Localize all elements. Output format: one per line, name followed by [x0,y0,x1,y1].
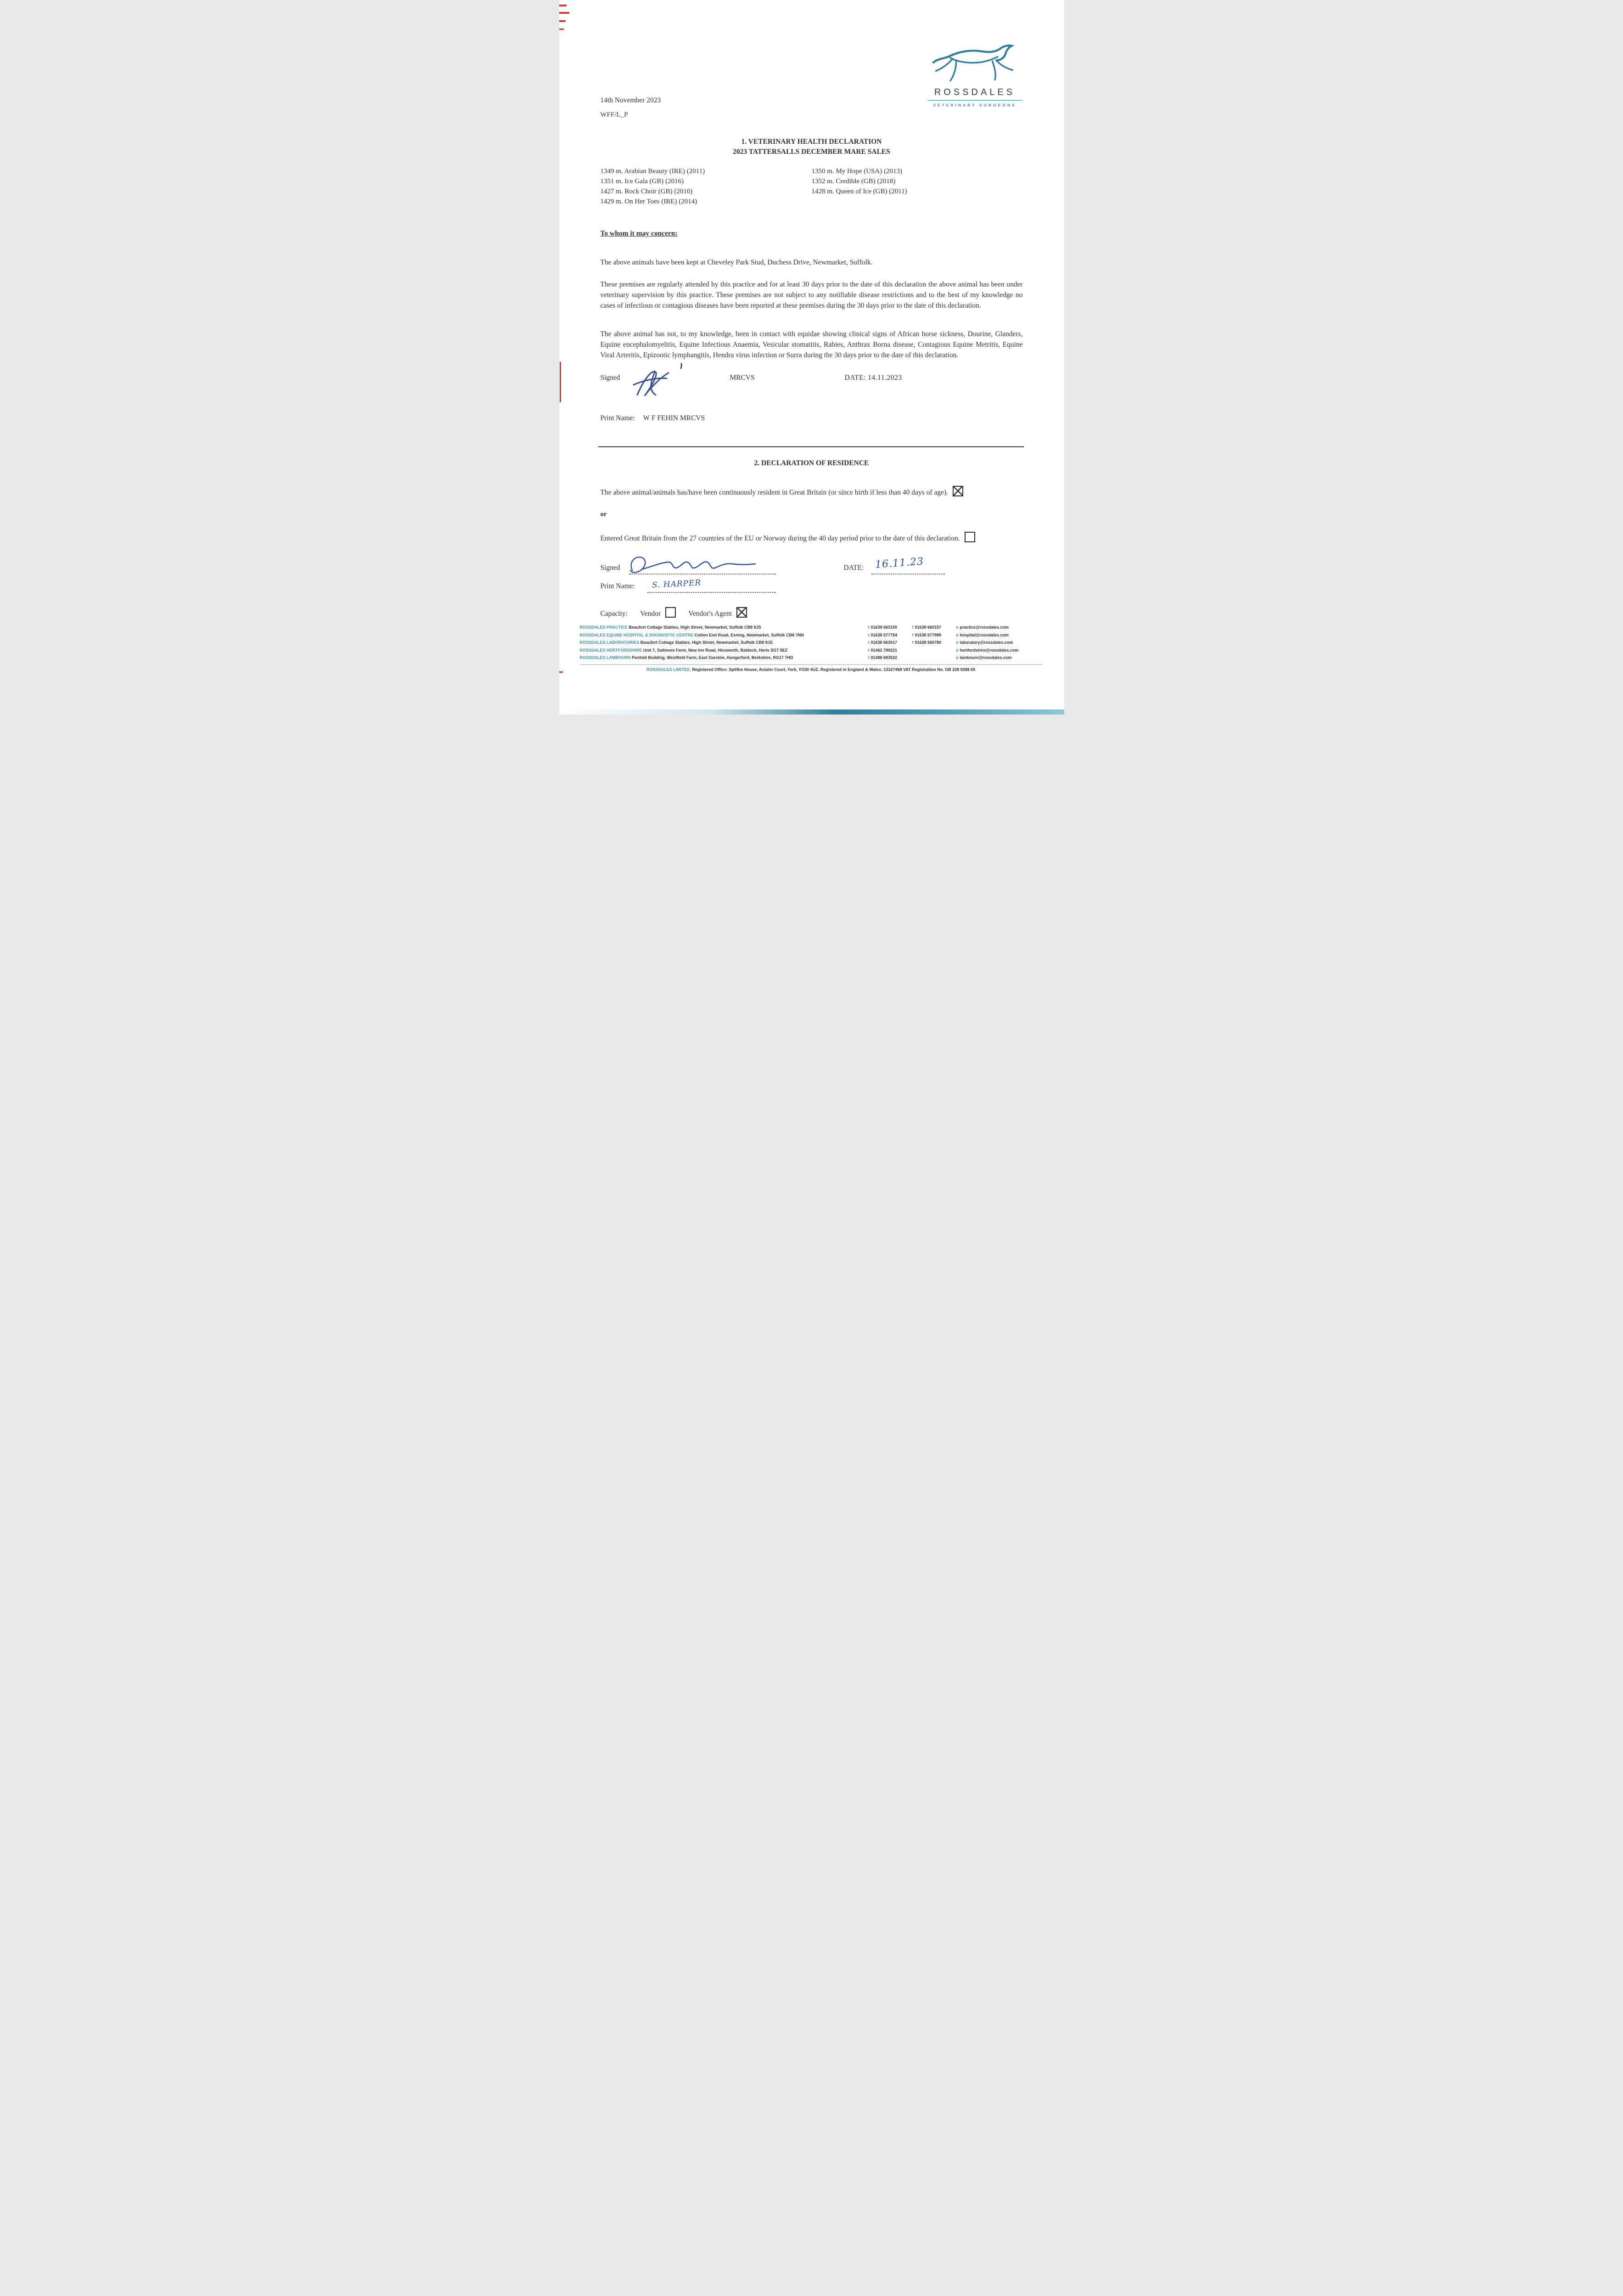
document-title-block [559,137,1064,157]
logo-wordmark: ROSSDALES [928,87,1022,101]
email-prefix: e [956,640,959,645]
document-title-line2: 2023 TATTERSALLS DECEMBER MARE SALES [733,148,890,156]
scan-artifact [559,671,563,673]
resident-checkbox[interactable] [953,486,963,496]
scanned-document-page [559,0,1064,715]
vendor-checkbox[interactable] [665,607,676,618]
horse-entry: 1350 m. My Hope (USA) (2013) [811,168,902,175]
entered-gb-checkbox[interactable] [965,532,975,542]
footer-row [580,631,1042,639]
horse-logo-icon [929,42,1021,86]
office-name: ROSSDALES PRACTICE [579,625,628,630]
handwritten-print-name: S. HARPER [651,578,702,590]
horse-list-left [601,166,812,207]
horse-entry: 1349 m. Arabian Beauty (IRE) (2011) [600,168,705,175]
vendor-label: Vendor [640,610,661,618]
office-email: hertfordshire@rossdales.com [960,647,1019,653]
office-fax: 01638 660157 [915,625,942,630]
logo-subtitle: VETERINARY SURGEONS [933,103,1016,107]
horse-entry: 1429 m. On Her Toes (IRE) (2014) [600,198,697,205]
horse-list-right [812,166,1023,207]
fax-prefix: f [912,625,914,630]
office-fax: 01638 577989 [915,632,942,637]
office-email: practice@rossdales.com [960,625,1009,630]
registered-office-line [580,667,1042,672]
reference-code: WFF/L_P [600,111,628,118]
office-email: hospital@rossdales.com [960,632,1009,637]
office-name: ROSSDALES EQUINE HOSPITAL & DIAGNOSTIC CENTRE [579,632,694,637]
handwritten-date: 16.11.23 [874,556,924,571]
office-name: ROSSDALES HERTFORDSHIRE [579,647,642,653]
residence-option-2 [601,531,1023,546]
office-phone: 01638 663017 [870,640,898,645]
office-name: ROSSDALES LABORATORIES [579,640,640,645]
date-dotted-line [871,573,945,574]
document-date: 14th November 2023 [600,96,661,104]
disease-contact-paragraph: The above animal has not, to my knowledge, been in contact with equidae showing clinical signs of African horse sickness, Dourine, Glanders, Equine encephalomyelitis, Equine Infectious Anaemia, Vesicular stomatitis, Rabies, Anthrax Borna disease, Contagious Equine Metritis, Equine Viral Arteritis, Epizootic lymphangitis, Hendra virus infection or Surra during the 30 days prior to the date of this declaration. [600,330,1023,359]
document-title-line1: 1. VETERINARY HEALTH DECLARATION [741,138,882,146]
scan-artifact [559,12,569,14]
phone-prefix: t [868,655,870,660]
office-phone: 01638 663150 [870,625,898,630]
print-name-label: Print Name: [600,582,635,590]
qualification-label: MRCVS [730,374,755,382]
phone-prefix: t [868,640,870,645]
office-address: Beaufort Cottage Stables, High Street, Newmarket, Suffolk CB8 8JS [640,640,773,645]
horse-entry: 1352 m. Credible (GB) (2018) [811,178,896,185]
declarant-signature-row [601,556,1023,583]
registered-company-name: ROSSDALES LIMITED, [646,667,691,672]
capacity-label: Capacity: [600,610,628,618]
office-email: laboratory@rossdales.com [960,640,1013,645]
footer-row [580,654,1042,662]
rossdales-logo [928,42,1022,107]
declarant-print-name-row [601,580,1023,596]
print-name-label: Print Name: [600,414,635,422]
vet-signature [627,358,696,400]
footer-contact-block [580,624,1042,672]
signed-label: Signed [600,564,620,572]
horse-entry: 1351 m. Ice Gala (GB) (2016) [600,178,684,185]
scan-artifact [559,28,564,30]
office-phone: 01488 683522 [870,655,898,660]
email-prefix: e [956,647,959,653]
checkbox-x-mark-icon [952,485,964,497]
office-address: Cotton End Road, Exning, Newmarket, Suffolk CB8 7NN [694,632,804,637]
office-phone: 01638 577754 [870,632,898,637]
capacity-row [601,607,747,618]
phone-prefix: t [868,625,870,630]
kept-at-paragraph: The above animals have been kept at Cheveley Park Stud, Duchess Drive, Newmarket, Suffolk. [600,258,873,266]
office-fax: 01638 560780 [915,640,942,645]
checkbox-x-mark-icon [736,607,747,618]
phone-prefix: t [868,632,870,637]
date-label: DATE: [843,564,864,572]
residence-option-1 [601,485,1023,500]
residence-option-2-text: Entered Great Britain from the 27 countries of the EU or Norway during the 40 day period prior to the date of this declaration. [600,534,960,542]
signed-label: Signed [600,374,620,382]
horse-entry: 1428 m. Queen of Ice (GB) (2011) [811,188,907,195]
office-name: ROSSDALES LAMBOURN [579,655,631,660]
section2-heading: 2. DECLARATION OF RESIDENCE [754,459,869,467]
or-label: or [600,511,607,518]
premises-paragraph: These premises are regularly attended by this practice and for at least 30 days prior to the date of this declaration the above animal has been under veterinary supervision by this practice. These premises are not subject to any notifiable disease restrictions and to the best of my knowledge no cases of infectious or contagious diseases have been reported at these premises during the 30 days prior to the date of this declaration. [600,280,1023,310]
footer-row [580,647,1042,654]
vet-print-name-row [601,414,705,422]
office-address: Penfold Building, Westfield Farm, East Garston, Hungerford, Berkshire, RG17 7HD [632,655,793,660]
registered-office-details: Registered Office: Spitfire House, Aviator Court, York, YO30 4UZ. Registered in England & Wales: 13167468 VAT Registration No. GB 228 9288 65 [692,667,976,672]
vet-date: DATE: 14.11.2023 [844,374,902,382]
section-divider [598,446,1024,447]
office-phone: 01462 790221 [870,647,898,653]
fax-prefix: f [912,640,914,645]
phone-prefix: t [868,647,870,653]
email-prefix: e [956,655,959,660]
bottom-scan-bar [559,709,1064,715]
scan-artifact [559,20,566,22]
print-name-dotted-line [647,591,776,593]
horse-entry-list [601,166,1023,207]
vet-signature-row [601,371,1023,403]
vendor-agent-label: Vendor's Agent [688,610,732,618]
footer-divider [580,664,1042,665]
salutation: To whom it may concern: [600,230,678,237]
scan-artifact [560,362,561,402]
office-address: Unit 7, Saltmore Farm, New Inn Road, Hinxworth, Baldock, Herts SG7 5EZ [643,647,788,653]
footer-row [580,624,1042,631]
email-prefix: e [956,632,959,637]
email-prefix: e [956,625,959,630]
footer-row [580,639,1042,647]
residence-option-1-text: The above animal/animals has/have been continuously resident in Great Britain (or since birth if less than 40 days of age). [600,488,949,496]
scan-artifact [559,5,567,6]
vet-print-name: W F FEHIN MRCVS [643,414,705,422]
declarant-signature [626,552,764,576]
horse-entry: 1427 m. Rock Choir (GB) (2010) [600,188,693,195]
vendor-agent-checkbox[interactable] [736,607,747,618]
fax-prefix: f [912,632,914,637]
office-email: lambourn@rossdales.com [960,655,1012,660]
office-address: Beaufort Cottage Stables, High Street, Newmarket, Suffolk CB8 8JS [629,625,761,630]
